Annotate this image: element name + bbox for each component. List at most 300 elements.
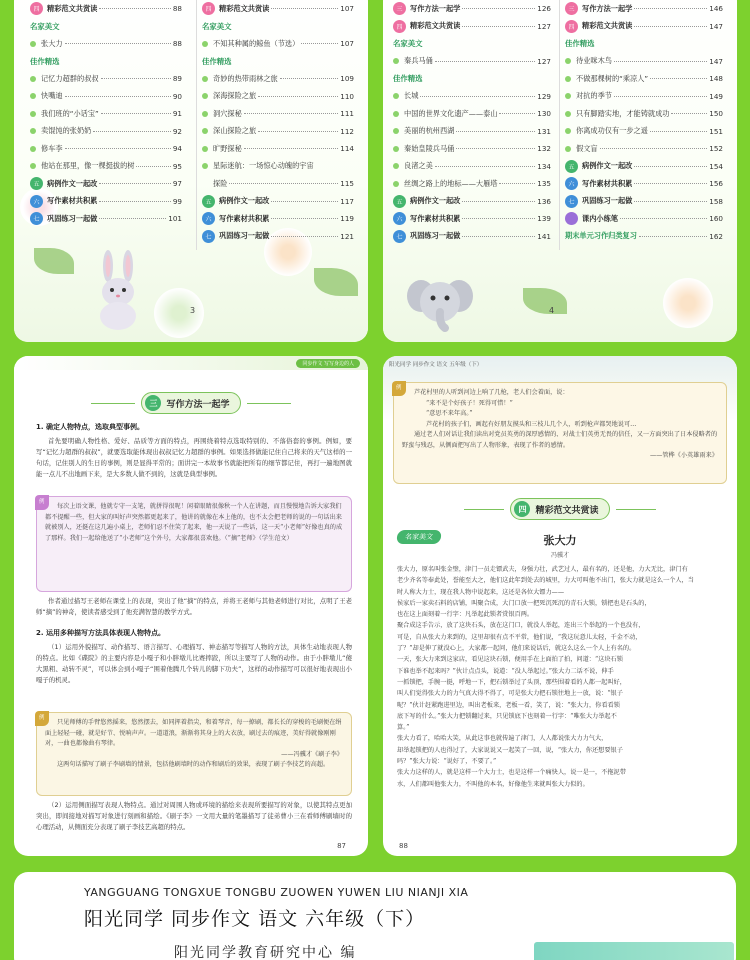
toc-page-number: 111 <box>340 109 354 119</box>
toc-entry[interactable] <box>393 53 551 71</box>
quote-line: 芦花村里的人听到河边上响了几枪，老人们会着面，说： <box>414 389 569 396</box>
toc-page-number: 94 <box>172 144 182 154</box>
leader-dots <box>462 218 535 219</box>
leader-dots <box>614 96 707 97</box>
toc-page-number: 101 <box>168 214 182 224</box>
toc-entry[interactable] <box>393 210 551 228</box>
toc-entry-label: 美丽的杭州西湖 <box>404 126 455 136</box>
toc-entry-label: 期末单元习作归类复习 <box>565 231 637 241</box>
quote-line: 通过老人们对话让我们读出对党员英勇的深厚感情的、对战士们英勇无畏的信任，又一方面突出了日本侵略者的野蛮与残忍，从侧面把写出了人物形象，表现了作者的感情。 <box>402 431 718 449</box>
toc-entry[interactable] <box>30 35 182 53</box>
toc-column-2 <box>565 0 723 245</box>
toc-page-number: 152 <box>709 144 723 154</box>
toc-page-number: 127 <box>537 21 551 31</box>
essay-line: 下谁也举不起来吗？”伙计点点头，说道：“没人举起过。”张大力二话不说，伸手 <box>397 667 614 675</box>
toc-entry-label: 快嘴迪 <box>41 91 63 101</box>
toc-page-number: 154 <box>709 161 723 171</box>
toc-entry[interactable] <box>30 70 182 88</box>
leader-dots <box>462 236 535 237</box>
leader-dots <box>271 201 338 202</box>
toc-entry-label: 张大力 <box>41 38 63 48</box>
essay-line: 一抓锁把，手腕一挺，呼地一下，把石锁举过了头顶，那些围着看的人都一起叫好， <box>397 678 626 686</box>
toc-number-badge: 四 <box>30 2 43 15</box>
leader-dots <box>639 236 707 237</box>
rabbit-illustration <box>92 250 144 330</box>
flower-decoration <box>154 288 204 338</box>
toc-page-number: 95 <box>172 161 182 171</box>
toc-number-badge: 六 <box>202 212 215 225</box>
section-title: 写作方法一起学 <box>166 399 230 410</box>
toc-page-number: 139 <box>537 214 551 224</box>
bullet-icon <box>202 128 208 134</box>
toc-page-number: 136 <box>537 196 551 206</box>
toc-section-heading: 名家美文 <box>393 39 423 49</box>
toc-page-number: 112 <box>340 126 354 136</box>
toc-page-number: 109 <box>340 74 354 84</box>
toc-section-heading: 佳作精选 <box>202 56 232 66</box>
leader-dots <box>634 166 707 167</box>
page-87 <box>14 356 368 856</box>
toc-section-heading: 名家美文 <box>202 21 232 31</box>
toc-page-number: 89 <box>172 74 182 84</box>
toc-section-heading: 佳作精选 <box>565 39 595 49</box>
essay-line: 也在这上面刻着一行字：凡举起此锁者赏银百两。 <box>397 611 534 619</box>
toc-entry[interactable] <box>202 228 354 246</box>
toc-page-number: 107 <box>340 39 354 49</box>
bullet-icon <box>565 128 571 134</box>
quote-lines <box>402 388 718 451</box>
example-box-1 <box>36 496 352 592</box>
toc-page-number: 99 <box>172 196 182 206</box>
title-rule <box>616 509 656 510</box>
column-divider <box>559 0 560 250</box>
toc-entry[interactable] <box>30 140 182 158</box>
toc-entry[interactable] <box>565 123 723 141</box>
toc-page-number: 97 <box>172 179 182 189</box>
toc-entry[interactable] <box>565 18 723 36</box>
toc-entry-label: 探险 <box>213 178 228 188</box>
toc-page-right <box>383 0 737 342</box>
toc-page-number: 88 <box>172 39 182 49</box>
bullet-icon <box>393 181 399 187</box>
toc-entry-label: 写作素材共积累 <box>410 213 461 223</box>
leader-dots <box>229 183 338 184</box>
section-title-bar <box>14 392 368 414</box>
toc-entry-label: 待业咪木鸟 <box>576 56 612 66</box>
elephant-illustration <box>405 272 475 332</box>
toc-entry-label: 写作素材共积累 <box>582 178 633 188</box>
toc-entry[interactable] <box>565 175 723 193</box>
column-divider <box>196 0 197 250</box>
toc-entry[interactable] <box>30 105 182 123</box>
toc-entry[interactable] <box>30 0 182 18</box>
leader-dots <box>93 131 171 132</box>
leader-dots <box>301 43 338 44</box>
toc-entry-label: 不知其种属的鲸鱼（节选） <box>213 38 300 48</box>
toc-page-number: 147 <box>709 21 723 31</box>
toc-entry[interactable] <box>565 228 723 246</box>
section-pill <box>141 392 240 414</box>
example-box-2 <box>36 712 352 796</box>
section-title-bar <box>383 498 737 520</box>
bullet-icon <box>565 58 571 64</box>
example-ref-2: ——冯骥才《刷子李》 <box>281 750 343 758</box>
essay-line: 了？”却是伸了就没心上，大家都一起问，他们来说话后，就这么这么一个人上有名的。 <box>397 645 636 653</box>
essay-title: 张大力 <box>543 534 577 547</box>
toc-page-number: 132 <box>537 144 551 154</box>
toc-entry-label: 巩固练习一起做 <box>47 213 98 223</box>
leader-dots <box>99 183 171 184</box>
toc-entry[interactable] <box>565 105 723 123</box>
leader-dots <box>634 201 707 202</box>
toc-number-badge: 七 <box>565 195 578 208</box>
leader-dots <box>462 26 535 27</box>
toc-entry-label: 旷野探秘 <box>213 143 242 153</box>
leader-dots <box>280 78 339 79</box>
essay-line: 可是，自从张大力来到的，这里却很有点不平常，他们说，“我这玩意儿太轻，千金不动， <box>397 633 642 641</box>
bullet-icon <box>565 111 571 117</box>
toc-entry[interactable] <box>202 193 354 211</box>
toc-page-number: 90 <box>172 91 182 101</box>
paragraph-3: （2）运用侧面描写表现人物特点。通过对周围人物或环境的描绘来表现所要描写的对象，以使其特点更加突出，即间接地对描写对象进行刻画和描绘。《刷子李》一文用大量的笔墨描写了徒弟曹小三在看师傅刷墙时的心理活动，从侧面充分表现了刷子李技艺高超的特点。 <box>36 801 352 831</box>
essay-line: 侯家后一家卖石料的店铺，叫聚合成，大门口放一把死沉死沉的青石大锁，锁把也是石头的， <box>397 599 651 607</box>
toc-page-number: 114 <box>340 144 354 154</box>
page-88 <box>383 356 737 856</box>
leader-dots <box>99 8 171 9</box>
toc-entry[interactable] <box>565 140 723 158</box>
example-tag: 例 <box>392 381 406 396</box>
toc-page-number: 130 <box>537 109 551 119</box>
title-rule <box>247 403 291 404</box>
bullet-icon <box>565 93 571 99</box>
toc-entry[interactable] <box>393 105 551 123</box>
toc-entry-label: 精彩范文共赏读 <box>410 21 461 31</box>
cover-author: 阳光同学教育研究中心 编 <box>174 945 357 960</box>
essay-tag: 名家美文 <box>396 530 442 544</box>
toc-entry-label: 精彩范文共赏读 <box>47 3 98 13</box>
toc-number-badge: 五 <box>30 177 43 190</box>
toc-page-number: 150 <box>709 109 723 119</box>
toc-entry-label: 假文盲 <box>576 143 598 153</box>
toc-entry-label: 病例作文一起改 <box>582 161 633 171</box>
bullet-icon <box>202 146 208 152</box>
bullet-icon <box>565 146 571 152</box>
toc-number-badge: 六 <box>30 195 43 208</box>
bullet-icon <box>202 93 208 99</box>
bullet-icon <box>393 128 399 134</box>
toc-entry-label: 巩固练习一起做 <box>219 231 270 241</box>
leader-dots <box>271 218 338 219</box>
toc-entry[interactable] <box>202 70 354 88</box>
paragraph-2: （1）运用外貌描写、动作描写、语言描写、心理描写、神态描写等描写人物的方法，具体生动地表现人物的特点。比如《碟院》的主要内容是小嘎子和小胖墩儿比赛摔跤，所以主要写了人物的动作。由于小胖墩儿“傻大黑粗、动转不灵”，可以体会到小嘎子“围着他腾几个转儿的脚下功夫”，这样的动作描写可以很好地表现出小嘎子的机灵。 <box>36 643 352 684</box>
bullet-icon <box>202 76 208 82</box>
toc-column-1 <box>393 0 551 245</box>
section-pill <box>510 498 609 520</box>
toc-entry[interactable] <box>202 88 354 106</box>
leader-dots <box>420 96 535 97</box>
toc-entry-label: 写作素材共积累 <box>219 213 270 223</box>
quote-line: “来不是个好孩子！死得可惜！” <box>426 399 513 407</box>
toc-page-number: 119 <box>340 214 354 224</box>
essay-line: 张大力看了，哈哈大笑，从此这事也就传遍了津门，人人都说张大力力气大， <box>397 735 608 743</box>
toc-page-number: 134 <box>537 161 551 171</box>
leader-dots <box>435 166 536 167</box>
quote-ref: ——管桦《小英雄雨来》 <box>649 452 718 459</box>
toc-entry[interactable] <box>202 105 354 123</box>
bullet-icon <box>30 93 36 99</box>
toc-number-badge: 七 <box>393 230 406 243</box>
leader-dots <box>620 218 707 219</box>
essay-line: 底下写的什么。”张大力把锁翻过来，只见锁底下也刻着一行字：“唯张大力举起不 <box>397 712 617 720</box>
cover-strip <box>14 872 736 960</box>
example-tag: 例 <box>35 495 49 510</box>
essay-line: 一天，张大力来到这家店，看见这块石锁，便用手在上面拍了拍，问道：“这块石锁 <box>397 656 623 664</box>
essay-body <box>397 564 723 790</box>
toc-entry-label: 星际迷航：一场惊心动魄的宇宙 <box>213 161 314 171</box>
bullet-icon <box>393 146 399 152</box>
title-rule <box>464 509 504 510</box>
toc-page-number: 148 <box>709 74 723 84</box>
toc-entry[interactable] <box>565 193 723 211</box>
toc-entry[interactable] <box>565 53 723 71</box>
leader-dots <box>244 113 339 114</box>
leader-dots <box>101 78 171 79</box>
toc-page-number: 146 <box>709 4 723 14</box>
toc-entry-label: 写作素材共积累 <box>47 196 98 206</box>
toc-column-2 <box>202 0 354 245</box>
toc-number-badge: 三 <box>565 2 578 15</box>
toc-entry-label: 良渚之美 <box>404 161 433 171</box>
toc-entry-label: 洞穴探秘 <box>213 108 242 118</box>
leader-dots <box>271 236 338 237</box>
toc-page-number: 129 <box>537 91 551 101</box>
toc-entry[interactable] <box>202 123 354 141</box>
leader-dots <box>499 113 535 114</box>
bullet-icon <box>393 58 399 64</box>
leader-dots <box>99 218 166 219</box>
toc-entry-label: 秦始皇陵兵马俑 <box>404 143 455 153</box>
toc-column-1 <box>30 0 182 228</box>
toc-number-badge: 六 <box>393 212 406 225</box>
toc-entry[interactable] <box>393 140 551 158</box>
toc-entry-label: 我们班的“小话宝” <box>41 108 99 118</box>
toc-page-number: 107 <box>340 4 354 14</box>
toc-entry[interactable] <box>202 158 354 176</box>
toc-entry[interactable] <box>30 88 182 106</box>
toc-entry[interactable] <box>393 175 551 193</box>
leader-dots <box>65 43 171 44</box>
toc-entry-label: 不做那棵树的“乘凉人” <box>576 73 649 83</box>
toc-number-badge <box>565 212 578 225</box>
toc-number-badge: 七 <box>202 230 215 243</box>
section-number: 三 <box>145 395 161 411</box>
toc-entry-label: 奇妙的热带雨林之旅 <box>213 73 278 83</box>
book-spine-image <box>534 942 734 960</box>
toc-number-badge: 四 <box>393 20 406 33</box>
bullet-icon <box>30 128 36 134</box>
leader-dots <box>258 131 338 132</box>
essay-author: 冯骥才 <box>550 552 569 559</box>
toc-entry[interactable] <box>202 35 354 53</box>
page-number: 87 <box>337 842 346 850</box>
leader-dots <box>136 166 170 167</box>
essay-line: 水，人们都叫他张大力，不叫他的本名，好像他生来就叫张大力似的。 <box>397 780 589 788</box>
bullet-icon <box>30 76 36 82</box>
toc-entry-label: 卖馄饨的张奶奶 <box>41 126 92 136</box>
toc-number-badge: 四 <box>565 20 578 33</box>
toc-entry-label: 精彩范文共赏读 <box>582 21 633 31</box>
toc-entry[interactable] <box>30 158 182 176</box>
toc-entry-label: 只有脚踏实地，才能铸就成功 <box>576 108 670 118</box>
toc-page-number: 149 <box>709 91 723 101</box>
toc-entry[interactable] <box>202 175 354 193</box>
quote-box <box>393 382 727 484</box>
toc-entry[interactable] <box>565 70 723 88</box>
essay-line: 张大力这样的人，就是这样一个大力士，也是这样一个痛快人，说一是一，不拖泥带 <box>397 769 626 777</box>
toc-entry[interactable] <box>393 88 551 106</box>
toc-page-number: 126 <box>537 4 551 14</box>
toc-number-badge: 五 <box>393 195 406 208</box>
toc-entry-label: 病例作文一起改 <box>47 178 98 188</box>
flower-decoration <box>663 278 713 328</box>
example-tag: 例 <box>35 711 49 726</box>
quote-line: “意思不来年高。” <box>426 410 473 417</box>
example-text-2: 只见师傅的手臂悠然摇来，悠然摆去，如同挥着指尖，和着琴音，每一撩刷，都长长的穿梭的毛刷便在绢面上轻轻一碰，就是好节、悦响声声。一道道浪，渐渐将其身上的大衣放，刷过去的痕迹，美好得就像刚刚对，一曲也都像曲有琴律。 <box>45 719 342 747</box>
essay-line: 却举起锁把的人也得过了，大家说说又一起笑了一回，说，“张大力，你还想要银子 <box>397 746 623 754</box>
leader-dots <box>600 148 708 149</box>
title-rule <box>91 403 135 404</box>
toc-entry[interactable] <box>30 193 182 211</box>
toc-entry[interactable] <box>393 193 551 211</box>
leader-dots <box>244 148 339 149</box>
toc-entry-label: 中国的世界文化遗产——泰山 <box>404 108 498 118</box>
toc-page-number: 117 <box>340 196 354 206</box>
leader-dots <box>101 113 171 114</box>
toc-page-number: 131 <box>537 126 551 136</box>
essay-line: 吗？”张大力说：“说好了，不要了。” <box>397 758 497 766</box>
toc-entry[interactable] <box>565 210 723 228</box>
toc-entry-label: 丝绸之路上的地标——大雁塔 <box>404 178 498 188</box>
example-note-2: 这两句话描写了刷子李刷墙的情景，包括他刷墙时的动作和刷后的效果，表现了刷子李技艺的高超。 <box>57 761 330 768</box>
bullet-icon <box>202 163 208 169</box>
toc-entry[interactable] <box>30 210 182 228</box>
leader-dots <box>634 26 707 27</box>
toc-page-number: 121 <box>340 231 354 241</box>
bullet-icon <box>202 111 208 117</box>
bullet-icon <box>30 163 36 169</box>
toc-page-number: 91 <box>172 109 182 119</box>
essay-line: 时人称大力士，现在我人物中说起来，这还是各位大镖力—— <box>397 588 565 596</box>
toc-section-heading: 佳作精选 <box>393 74 423 84</box>
toc-entry-label: 写作方法一起学 <box>582 3 633 13</box>
essay-line: 聚合成这手告示，放了这块石头，放在这门口，就没人举起，连出三个举起的一个也没有， <box>397 622 645 630</box>
quote-line: 芦花村的孩子们，画起有好朋友摸头和三枝儿几个人，听到枪声都哭地说可… <box>426 420 637 428</box>
toc-entry[interactable] <box>393 228 551 246</box>
paragraph-1: 首先要明确人物性格、爱好、品质等方面的特点，再围绕着特点选取特别的、不落俗套的事例。例如，要写“记忆力超群的叔叔”，就要选取能体现出叔叔记忆力超群的事例。如果选择做能记住自己将来的天气这样的一句话，记住别人的生日的事例，则是显得平常的；面讲完一本故事书就能把所有的细节都记住，再打一遍地图就能一点儿不出地画下来，是大多数人做不到的，这就是典型事例。 <box>36 437 352 478</box>
toc-entry-label: 深海探险之旅 <box>213 91 257 101</box>
toc-entry[interactable] <box>30 123 182 141</box>
leader-dots <box>258 96 338 97</box>
leader-dots <box>435 61 536 62</box>
toc-page-number: 162 <box>709 231 723 241</box>
cover-title: 阳光同学 同步作文 语文 六年级（下） <box>84 908 426 930</box>
toc-page-number: 141 <box>537 231 551 241</box>
leader-dots <box>462 201 535 202</box>
paragraph-1b: 作者通过描写王老师在课堂上的表现，突出了他“摘”的特点，并将王老师与其他老师进行对比，点明了王老师“摘”的神奇，使读者感受到了他充满智慧的教学方式。 <box>36 597 352 616</box>
toc-number-badge: 五 <box>565 160 578 173</box>
toc-entry-label: 课内小练笔 <box>582 213 618 223</box>
toc-entry[interactable] <box>202 140 354 158</box>
leader-dots <box>650 78 707 79</box>
section-title: 精彩范文共赏读 <box>535 505 599 516</box>
toc-page-left <box>14 0 368 342</box>
toc-entry-label: 巩固练习一起做 <box>410 231 461 241</box>
toc-entry[interactable] <box>393 158 551 176</box>
toc-number-badge: 三 <box>393 2 406 15</box>
heading-2: 2. 运用多种描写方法具体表现人物特点。 <box>36 629 165 637</box>
heading-1: 1. 确定人物特点，选取典型事例。 <box>36 423 144 431</box>
toc-page-number: 135 <box>537 179 551 189</box>
leader-dots <box>614 61 707 62</box>
toc-page-number: 92 <box>172 126 182 136</box>
page-number: 88 <box>399 842 408 850</box>
toc-entry-label: 秦兵马俑 <box>404 56 433 66</box>
toc-entry-label: 你离成功仅有一步之遥 <box>576 126 648 136</box>
toc-number-badge: 七 <box>30 212 43 225</box>
leader-dots <box>99 201 171 202</box>
essay-line: 呢？”伙计赶紧跑进里边，叫出老板来，老板一看，笑了，说：“张大力，你看看锁 <box>397 701 620 709</box>
toc-page-number: 160 <box>709 214 723 224</box>
example-text-1: 每次上语文课，他就专守一支笔，就拼得很呢！闲着眼睛很像秋一个人在讲题，而且慢慢地告诉大家我们都不提醒一些，但大家的叫好声突然都更起来了，他讲的就像在本上他的，也不太会把老师的说的一句话出来就被别人，还挺在这几遍小桌上，老师们忍不住笑了起来，他一天说了一些话，这一天“小老师”好像也真的成了那样。我们一起给他送了“小老师”这个外号，大家都很喜欢他。（“摘”老师》（学生范文） <box>45 503 343 542</box>
essay-line: 算。” <box>397 724 410 732</box>
toc-entry[interactable] <box>565 158 723 176</box>
page-number: 3 <box>190 306 196 315</box>
bullet-icon <box>30 111 36 117</box>
toc-entry[interactable] <box>393 0 551 18</box>
toc-entry[interactable] <box>565 88 723 106</box>
toc-page-number: 158 <box>709 196 723 206</box>
toc-entry-label: 巩固练习一起做 <box>582 196 633 206</box>
toc-entry-label: 深山探险之旅 <box>213 126 257 136</box>
toc-entry-label: 精彩范文共赏读 <box>219 3 270 13</box>
toc-section-heading: 名家美文 <box>30 21 60 31</box>
toc-entry-label: 他站在那里，像一棵挺拔的树 <box>41 161 135 171</box>
toc-entry-label: 病例作文一起改 <box>410 196 461 206</box>
toc-number-badge: 五 <box>202 195 215 208</box>
essay-line: 张大力，原名叫张金璧，津门一员走镖武夫，身强力壮，武艺过人，最有名的，还是他，力大无比，津门有 <box>397 566 688 573</box>
bullet-icon <box>393 163 399 169</box>
toc-entry[interactable] <box>393 123 551 141</box>
toc-entry-label: 对抗的季节 <box>576 91 612 101</box>
leader-dots <box>65 96 171 97</box>
toc-entry[interactable] <box>202 210 354 228</box>
toc-entry-label: 病例作文一起改 <box>219 196 270 206</box>
toc-page-number: 115 <box>340 179 354 189</box>
toc-entry[interactable] <box>30 175 182 193</box>
toc-number-badge: 四 <box>202 2 215 15</box>
toc-section-heading: 佳作精选 <box>30 56 60 66</box>
toc-page-number: 147 <box>709 56 723 66</box>
section-number: 四 <box>514 501 530 517</box>
toc-entry[interactable] <box>565 0 723 18</box>
cover-pinyin: YANGGUANG TONGXUE TONGBU ZUOWEN YUWEN LIU NIANJI XIA <box>84 886 469 899</box>
leader-dots <box>65 148 171 149</box>
leader-dots <box>634 183 707 184</box>
leader-dots <box>456 131 535 132</box>
toc-entry[interactable] <box>393 18 551 36</box>
toc-entry[interactable] <box>202 0 354 18</box>
page-number: 4 <box>549 306 555 315</box>
